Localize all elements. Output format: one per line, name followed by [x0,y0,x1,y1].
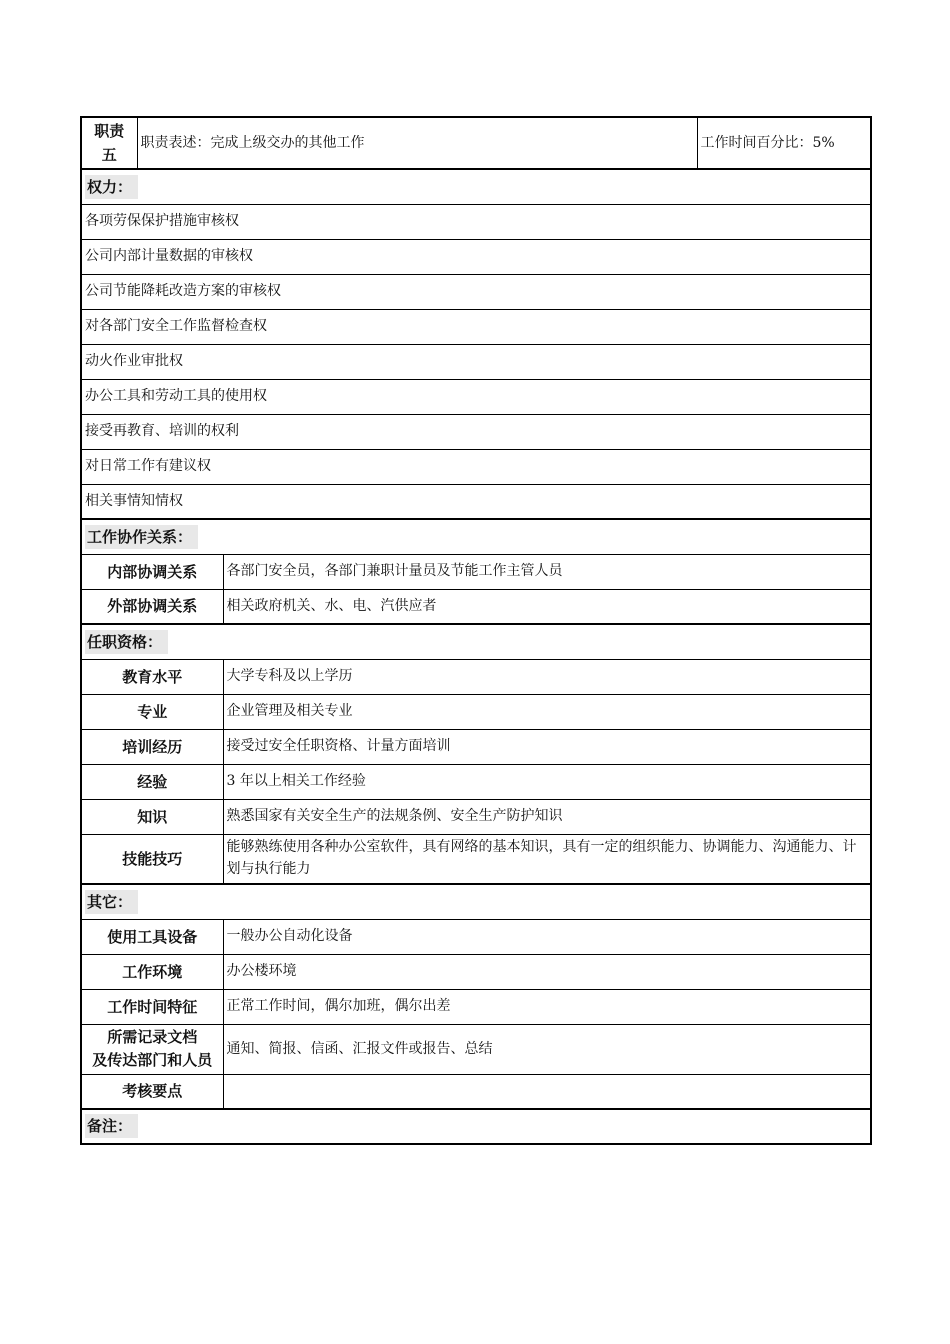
power-item [81,344,871,379]
qualification-label: 知识 [81,799,223,834]
power-item [81,414,871,449]
relation-value: 相关政府机关、水、电、汽供应者 [223,589,871,624]
relation-label: 外部协调关系 [81,589,223,624]
qualification-row [81,764,871,799]
power-item-text: 公司节能降耗改造方案的审核权 [81,274,871,309]
other-label: 工作时间特征 [81,989,223,1024]
qualification-value: 3 年以上相关工作经验 [223,764,871,799]
other-label: 考核要点 [81,1074,223,1109]
job-description-document [80,116,870,1145]
power-item-text: 公司内部计量数据的审核权 [81,239,871,274]
power-item-text: 动火作业审批权 [81,344,871,379]
power-item [81,379,871,414]
power-item [81,274,871,309]
other-heading-row [81,884,871,919]
power-item [81,204,871,239]
qualification-value: 能够熟练使用各种办公室软件，具有网络的基本知识，具有一定的组织能力、协调能力、沟通能力、计划与执行能力 [223,834,871,884]
power-item [81,484,871,519]
qualifications-heading-row [81,624,871,659]
other-label-line1: 所需记录文档 [107,1027,198,1046]
other-label: 使用工具设备 [81,919,223,954]
job-description-table [80,116,872,1145]
other-value [223,1074,871,1109]
qualification-value: 熟悉国家有关安全生产的法规条例、安全生产防护知识 [223,799,871,834]
power-item-text: 办公工具和劳动工具的使用权 [81,379,871,414]
qualification-row [81,694,871,729]
relations-heading: 工作协作关系： [85,525,198,549]
qualification-label: 专业 [81,694,223,729]
other-row [81,919,871,954]
other-value: 通知、简报、信函、汇报文件或报告、总结 [223,1024,871,1074]
powers-heading: 权力： [85,175,138,199]
power-item-text: 对各部门安全工作监督检查权 [81,309,871,344]
duty-label [81,117,137,169]
other-row [81,989,871,1024]
other-row [81,1074,871,1109]
qualification-label: 技能技巧 [81,834,223,884]
qualification-row [81,729,871,764]
powers-heading-row [81,169,871,204]
qualification-label: 教育水平 [81,659,223,694]
notes-heading: 备注： [85,1114,138,1138]
qualifications-heading: 任职资格： [85,630,168,654]
qualification-row [81,834,871,884]
duty-label-line1: 职责 [94,122,125,140]
power-item [81,449,871,484]
qualification-row [81,799,871,834]
qualification-row [81,659,871,694]
power-item [81,239,871,274]
relation-row [81,589,871,624]
other-row [81,954,871,989]
notes-row [81,1109,871,1144]
other-value: 一般办公自动化设备 [223,919,871,954]
duty-description: 职责表述：完成上级交办的其他工作 [137,117,697,169]
other-value: 正常工作时间，偶尔加班，偶尔出差 [223,989,871,1024]
duty-label-line2: 五 [101,146,117,164]
duty-time-percent: 工作时间百分比：5% [697,117,871,169]
other-row [81,1024,871,1074]
power-item-text: 接受再教育、培训的权利 [81,414,871,449]
qualification-value: 大学专科及以上学历 [223,659,871,694]
relations-heading-row [81,519,871,554]
other-heading: 其它： [85,890,138,914]
qualification-value: 企业管理及相关专业 [223,694,871,729]
qualification-label: 经验 [81,764,223,799]
other-value: 办公楼环境 [223,954,871,989]
other-label-line2: 及传达部门和人员 [92,1051,213,1069]
power-item-text: 各项劳保保护措施审核权 [81,204,871,239]
power-item-text: 对日常工作有建议权 [81,449,871,484]
duty-row [81,117,871,169]
power-item-text: 相关事情知情权 [81,484,871,519]
power-item [81,309,871,344]
relation-value: 各部门安全员，各部门兼职计量员及节能工作主管人员 [223,554,871,589]
other-label: 工作环境 [81,954,223,989]
other-label [81,1024,223,1074]
relation-label: 内部协调关系 [81,554,223,589]
relation-row [81,554,871,589]
qualification-value: 接受过安全任职资格、计量方面培训 [223,729,871,764]
qualification-label: 培训经历 [81,729,223,764]
